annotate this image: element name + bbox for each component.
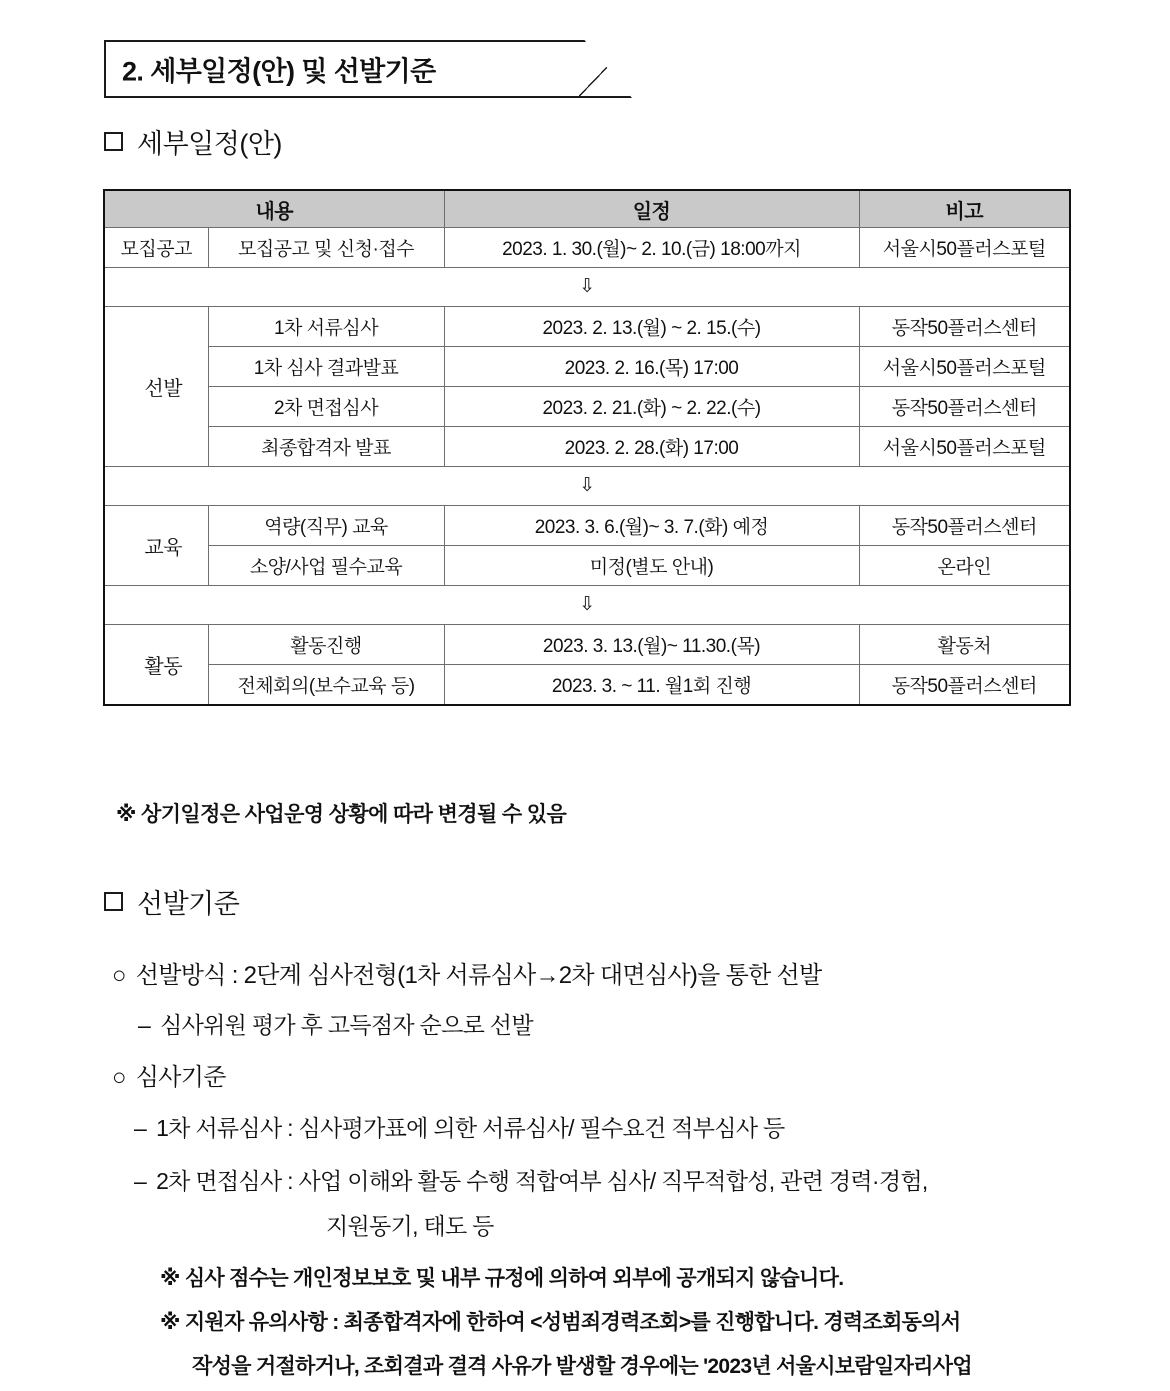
heading-schedule-label: 세부일정(안) bbox=[137, 129, 282, 159]
row-date: 2023. 1. 30.(월)~ 2. 10.(금) 18:00까지 bbox=[444, 228, 859, 268]
square-bullet-icon bbox=[104, 892, 123, 911]
heading-detailed-schedule bbox=[104, 122, 282, 161]
bullet-criteria-stage2-text: 2차 면접심사 : 사업 이해와 활동 수행 적합여부 심사/ 직무적합성, 관련 경력·경험, bbox=[156, 1168, 928, 1194]
circle-bullet-icon: ○ bbox=[112, 1064, 126, 1091]
row-date: 2023. 3. 6.(월)~ 3. 7.(화) 예정 bbox=[444, 506, 859, 546]
row-date: 2023. 3. 13.(월)~ 11.30.(목) bbox=[444, 625, 859, 665]
down-arrow-icon: ⇩ bbox=[579, 474, 595, 496]
row-date: 2023. 2. 16.(목) 17:00 bbox=[444, 347, 859, 387]
flow-arrow-cell bbox=[104, 467, 1070, 506]
footnote-score-privacy: ※ 심사 점수는 개인정보보호 및 내부 규정에 의하여 외부에 공개되지 않습니다. bbox=[160, 1267, 844, 1290]
page-title: 2. 세부일정(안) 및 선발기준 bbox=[122, 56, 436, 87]
table-row bbox=[104, 506, 1070, 546]
row-item: 활동진행 bbox=[208, 625, 444, 665]
row-item: 소양/사업 필수교육 bbox=[208, 546, 444, 586]
row-date: 2023. 3. ~ 11. 월1회 진행 bbox=[444, 665, 859, 706]
table-row bbox=[104, 427, 1070, 467]
schedule-table bbox=[103, 189, 1071, 706]
dash-bullet-icon: – bbox=[138, 1012, 151, 1038]
row-category: 교육 bbox=[104, 506, 208, 586]
section-title-banner bbox=[104, 40, 632, 98]
row-category: 선발 bbox=[104, 307, 208, 467]
bullet-criteria-stage2 bbox=[134, 1163, 928, 1196]
bullet-selection-method bbox=[112, 955, 821, 990]
square-bullet-icon bbox=[104, 132, 123, 151]
row-date: 2023. 2. 21.(화) ~ 2. 22.(수) bbox=[444, 387, 859, 427]
row-note: 온라인 bbox=[859, 546, 1070, 586]
row-category: 활동 bbox=[104, 625, 208, 706]
heading-criteria-label: 선발기준 bbox=[137, 889, 240, 919]
column-header-schedule: 일정 bbox=[444, 190, 859, 228]
flow-arrow-cell bbox=[104, 268, 1070, 307]
table-row bbox=[104, 387, 1070, 427]
row-note: 동작50플러스센터 bbox=[859, 665, 1070, 706]
schedule-footnote: ※ 상기일정은 사업운영 상황에 따라 변경될 수 있음 bbox=[116, 803, 567, 826]
dash-bullet-icon: – bbox=[134, 1168, 147, 1194]
bullet-criteria-stage2-continued: 지원동기, 태도 등 bbox=[326, 1213, 494, 1239]
bullet-review-criteria bbox=[112, 1057, 226, 1092]
bullet-selection-method-sub bbox=[138, 1007, 533, 1040]
row-note: 동작50플러스센터 bbox=[859, 387, 1070, 427]
row-category: 모집공고 bbox=[104, 228, 208, 268]
row-note: 동작50플러스센터 bbox=[859, 506, 1070, 546]
bullet-criteria-stage1-text: 1차 서류심사 : 심사평가표에 의한 서류심사/ 필수요건 적부심사 등 bbox=[156, 1115, 785, 1141]
column-header-content: 내용 bbox=[104, 190, 444, 228]
row-note: 서울시50플러스포털 bbox=[859, 347, 1070, 387]
row-note: 서울시50플러스포털 bbox=[859, 427, 1070, 467]
row-note: 서울시50플러스포털 bbox=[859, 228, 1070, 268]
dash-bullet-icon: – bbox=[134, 1115, 147, 1141]
table-header-row bbox=[104, 190, 1070, 228]
flow-arrow-row bbox=[104, 268, 1070, 307]
column-header-note: 비고 bbox=[859, 190, 1070, 228]
flow-arrow-row bbox=[104, 586, 1070, 625]
row-item: 1차 심사 결과발표 bbox=[208, 347, 444, 387]
row-item: 전체회의(보수교육 등) bbox=[208, 665, 444, 706]
footnote-applicant-notice: ※ 지원자 유의사항 : 최종합격자에 한하여 <성범죄경력조회>를 진행합니다. 경력조회동의서 bbox=[160, 1311, 961, 1334]
table-row bbox=[104, 665, 1070, 706]
row-date: 미정(별도 안내) bbox=[444, 546, 859, 586]
table-row bbox=[104, 546, 1070, 586]
row-item: 모집공고 및 신청·접수 bbox=[208, 228, 444, 268]
table-row bbox=[104, 307, 1070, 347]
row-date: 2023. 2. 28.(화) 17:00 bbox=[444, 427, 859, 467]
table-row bbox=[104, 625, 1070, 665]
heading-selection-criteria bbox=[104, 882, 239, 921]
row-note: 활동처 bbox=[859, 625, 1070, 665]
bullet-review-criteria-text: 심사기준 bbox=[135, 1064, 226, 1091]
flow-arrow-cell bbox=[104, 586, 1070, 625]
circle-bullet-icon: ○ bbox=[112, 962, 126, 989]
footnote-applicant-notice-continued: 작성을 거절하거나, 조회결과 결격 사유가 발생할 경우에는 '2023년 서울시보람일자리사업 bbox=[192, 1355, 972, 1378]
row-note: 동작50플러스센터 bbox=[859, 307, 1070, 347]
row-item: 역량(직무) 교육 bbox=[208, 506, 444, 546]
row-date: 2023. 2. 13.(월) ~ 2. 15.(수) bbox=[444, 307, 859, 347]
bullet-criteria-stage1 bbox=[134, 1110, 785, 1143]
flow-arrow-row bbox=[104, 467, 1070, 506]
down-arrow-icon: ⇩ bbox=[579, 593, 595, 615]
table-row bbox=[104, 347, 1070, 387]
bullet-selection-method-sub-text: 심사위원 평가 후 고득점자 순으로 선발 bbox=[160, 1012, 533, 1038]
row-item: 2차 면접심사 bbox=[208, 387, 444, 427]
row-item: 1차 서류심사 bbox=[208, 307, 444, 347]
row-item: 최종합격자 발표 bbox=[208, 427, 444, 467]
table-row bbox=[104, 228, 1070, 268]
bullet-selection-method-text: 선발방식 : 2단계 심사전형(1차 서류심사→2차 대면심사)을 통한 선발 bbox=[135, 962, 822, 989]
down-arrow-icon: ⇩ bbox=[579, 275, 595, 297]
